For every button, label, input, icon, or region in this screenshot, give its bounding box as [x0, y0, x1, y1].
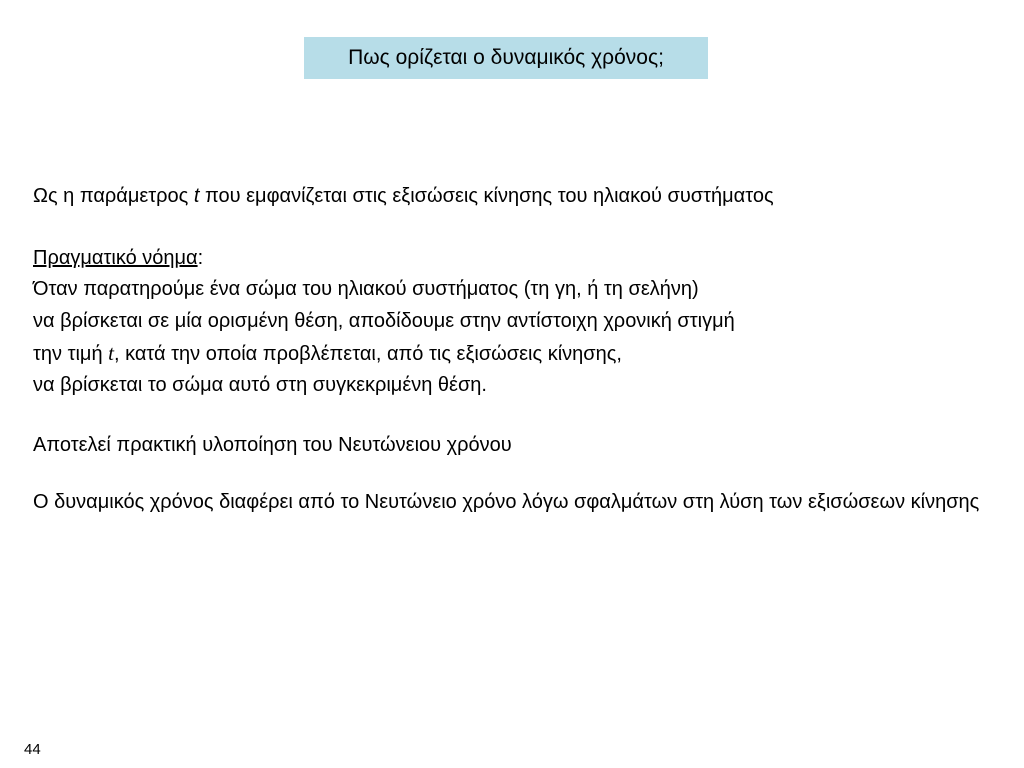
meaning-line-3-after: , κατά την οποία προβλέπεται, από τις εξισώσεις κίνησης,	[113, 343, 622, 365]
slide-title-box	[304, 37, 708, 79]
page-number: 44	[24, 741, 41, 758]
difference-paragraph: Ο δυναμικός χρόνος διαφέρει από το Νευτώνειο χρόνο λόγω σφαλμάτων στη λύση των εξισώσεων κίνησης	[33, 491, 980, 513]
meaning-line-3	[33, 341, 622, 366]
slide-title: Πως ορίζεται ο δυναμικός χρόνος;	[348, 46, 664, 69]
meaning-line-2: να βρίσκεται σε μία ορισμένη θέση, αποδίδουμε στην αντίστοιχη χρονική στιγμή	[33, 310, 735, 332]
meaning-line-1: Όταν παρατηρούμε ένα σώμα του ηλιακού συστήματος (τη γη, ή τη σελήνη)	[33, 278, 699, 300]
meaning-line-3-variable: t	[108, 341, 114, 365]
definition-variable: t	[193, 185, 200, 207]
meaning-label: Πραγματικό νόημα	[33, 247, 198, 269]
definition-after: που εμφανίζεται στις εξισώσεις κίνησης του ηλιακού συστήματος	[199, 185, 774, 207]
meaning-heading	[33, 246, 203, 270]
definition-line	[33, 184, 774, 208]
definition-before: Ως η παράμετρος	[33, 185, 194, 207]
meaning-line-4: να βρίσκεται το σώμα αυτό στη συγκεκριμένη θέση.	[33, 374, 487, 396]
meaning-line-3-before: την τιμή	[33, 343, 109, 365]
meaning-colon: :	[197, 247, 204, 269]
newtonian-line: Αποτελεί πρακτική υλοποίηση του Νευτώνειου χρόνου	[33, 434, 512, 456]
